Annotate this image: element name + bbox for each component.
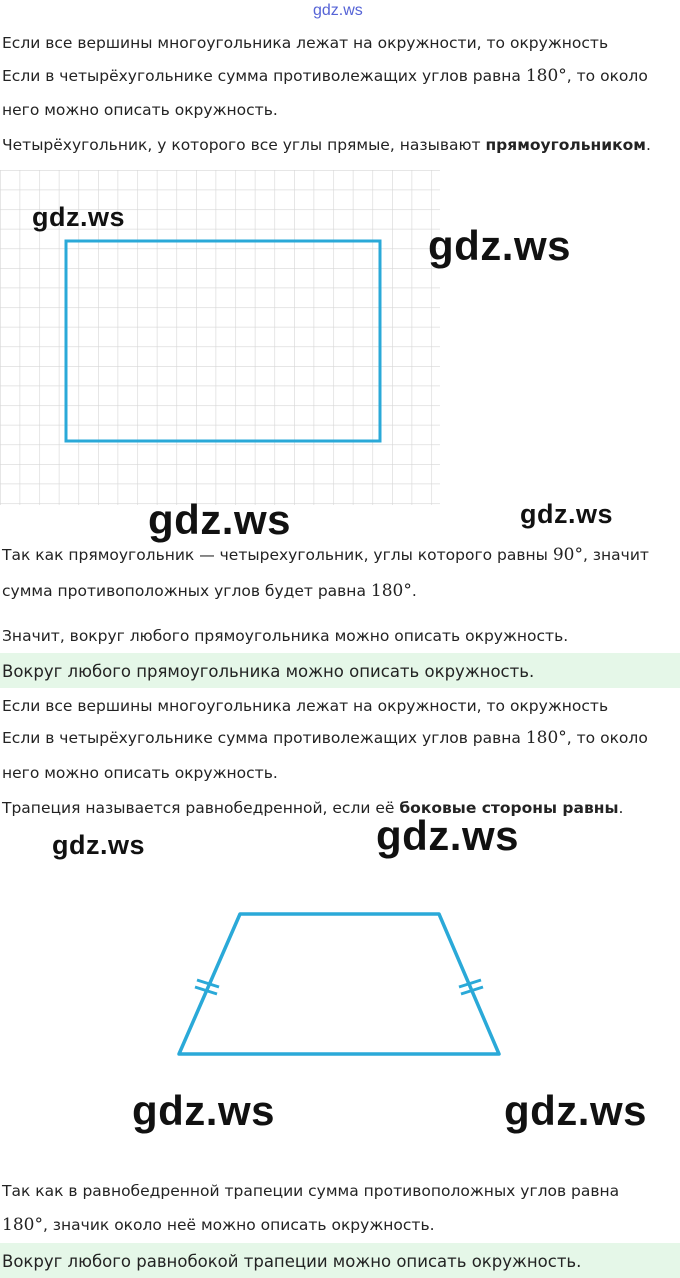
isosceles-trapezoid-figure: [150, 895, 530, 1075]
site-label[interactable]: gdz.ws: [313, 2, 363, 19]
text-span: сумма противоположных углов будет равна: [2, 582, 371, 600]
bold-term: прямоугольником: [485, 136, 646, 154]
text-line: [2, 135, 651, 155]
text-line: Так как в равнобедренной трапеции сумма противоположных углов равна: [2, 1182, 620, 1200]
text-line: [2, 728, 648, 748]
watermark-text: gdz.ws: [376, 812, 520, 859]
text-span: .: [411, 582, 417, 600]
text-span: Если в четырёхугольнике сумма противолежащих углов равна: [2, 729, 526, 747]
text-line: [2, 581, 417, 601]
math-angle: 180°: [370, 581, 412, 601]
highlight-text: Вокруг любого равнобокой трапеции можно описать окружность.: [2, 1252, 582, 1271]
text-span: , то около: [566, 67, 648, 85]
text-span: , значик около неё можно описать окружность.: [42, 1216, 435, 1234]
watermark-text: gdz.ws: [32, 202, 126, 232]
text-span: , то около: [566, 729, 648, 747]
math-angle: 180°: [525, 66, 567, 86]
text-line: [2, 545, 649, 565]
watermark-text: gdz.ws: [504, 1087, 648, 1134]
math-angle: 180°: [525, 728, 567, 748]
watermark-text: gdz.ws: [132, 1087, 276, 1134]
text-span: Так как прямоугольник — четырехугольник, углы которого равны: [2, 546, 553, 564]
text-line: [2, 66, 648, 86]
text-span: , значит: [582, 546, 649, 564]
watermark-text: gdz.ws: [52, 830, 146, 860]
trapezoid-shape: [179, 914, 499, 1054]
text-span: .: [645, 136, 651, 154]
text-line: Если все вершины многоугольника лежат на окружности, то окружность: [2, 34, 609, 52]
text-line: Если все вершины многоугольника лежат на окружности, то окружность: [2, 697, 609, 715]
watermark-text: gdz.ws: [148, 496, 292, 543]
text-span: Трапеция называется равнобедренной, если её: [2, 799, 400, 817]
watermark-text: gdz.ws: [520, 499, 614, 529]
text-line: него можно описать окружность.: [2, 764, 278, 782]
text-span: Четырёхугольник, у которого все углы прямые, называют: [2, 136, 486, 154]
text-span: .: [618, 799, 624, 817]
math-angle: 180°: [2, 1215, 43, 1235]
text-line: него можно описать окружность.: [2, 101, 278, 119]
watermark-text: gdz.ws: [428, 222, 572, 269]
text-line: [2, 1215, 435, 1235]
text-line: Значит, вокруг любого прямоугольника можно описать окружность.: [2, 627, 569, 645]
bold-term: боковые стороны равны: [399, 799, 619, 817]
text-line: [2, 798, 623, 818]
text-span: Если в четырёхугольнике сумма противолежащих углов равна: [2, 67, 526, 85]
math-angle: 90°: [552, 545, 583, 565]
highlight-text: Вокруг любого прямоугольника можно описать окружность.: [2, 662, 535, 681]
